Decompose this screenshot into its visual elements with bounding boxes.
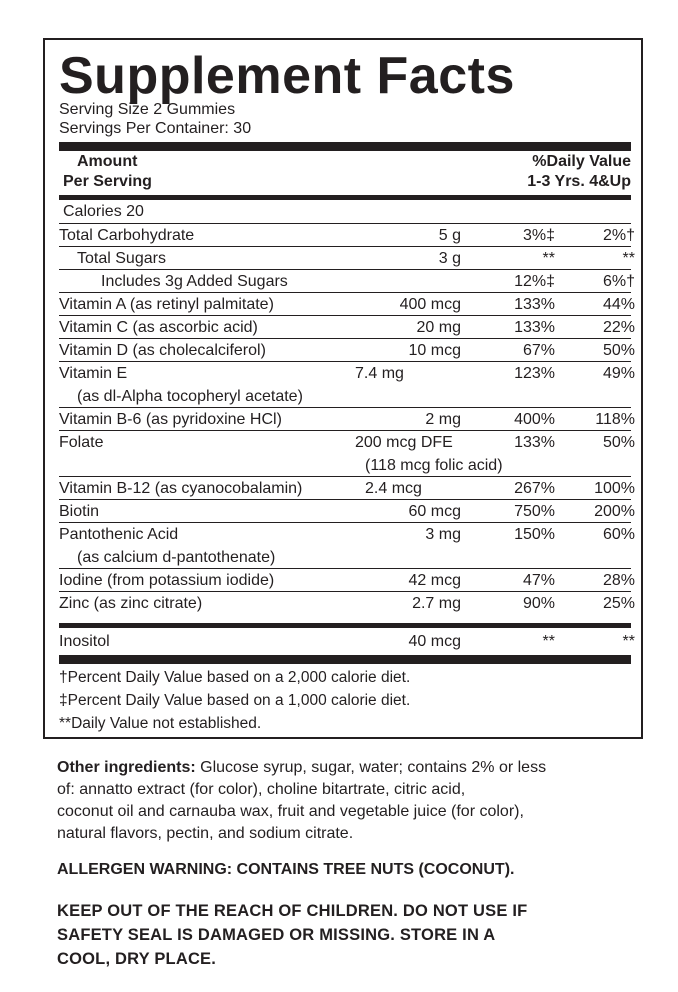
age-groups-header: 1-3 Yrs. 4&Up xyxy=(527,173,631,190)
dv-4up: 25% xyxy=(602,595,635,612)
nutrient-name: Vitamin B-12 (as cyanocobalamin) xyxy=(59,480,303,497)
dv-1-3yrs: 400% xyxy=(514,411,555,428)
dv-4up: 49% xyxy=(602,365,635,382)
footnote-dv-not-established: **Daily Value not established. xyxy=(59,715,262,732)
nutrient-amount: 3 mg xyxy=(425,526,461,543)
nutrient-amount: 2.4 mcg xyxy=(365,480,422,497)
daily-value-header: %Daily Value xyxy=(532,153,631,170)
calories-row xyxy=(59,200,631,223)
nutrient-row xyxy=(59,430,635,477)
nutrient-row xyxy=(59,338,635,362)
dv-1-3yrs: ** xyxy=(542,250,555,267)
nutrient-amount-note: (118 mcg folic acid) xyxy=(365,457,503,474)
nutrient-name: Vitamin E xyxy=(59,365,128,382)
calories-label: Calories 20 xyxy=(63,203,144,220)
nutrient-name: Inositol xyxy=(59,633,110,650)
dv-1-3yrs: 3%‡ xyxy=(522,227,555,244)
other-ingredients-label: Other ingredients: xyxy=(57,759,196,776)
dv-4up: 200% xyxy=(594,503,635,520)
dv-4up: 50% xyxy=(602,434,635,451)
dv-1-3yrs: 123% xyxy=(514,365,555,382)
nutrient-amount: 200 mcg DFE xyxy=(355,434,453,451)
other-ingredients-text: coconut oil and carnauba wax, fruit and vegetable juice (for color), xyxy=(57,803,524,820)
dv-1-3yrs: 12%‡ xyxy=(514,273,555,290)
nutrient-amount: 42 mcg xyxy=(408,572,461,589)
footnote-2000: †Percent Daily Value based on a 2,000 calorie diet. xyxy=(59,669,411,686)
allergen-warning: ALLERGEN WARNING: CONTAINS TREE NUTS (COCONUT). xyxy=(57,861,515,878)
nutrient-name: Vitamin C (as ascorbic acid) xyxy=(59,319,258,336)
dv-4up: 22% xyxy=(602,319,635,336)
nutrient-row xyxy=(59,269,635,293)
warning-line: COOL, DRY PLACE. xyxy=(57,950,217,968)
nutrient-row xyxy=(59,591,635,615)
section-rule xyxy=(59,623,631,628)
nutrient-row xyxy=(59,315,635,339)
dv-1-3yrs: 47% xyxy=(522,572,555,589)
nutrient-name: Pantothenic Acid xyxy=(59,526,179,543)
dv-4up: ** xyxy=(622,250,635,267)
other-ingredients-text: Glucose syrup, sugar, water; contains 2% or less xyxy=(195,759,547,776)
nutrient-name: Vitamin B-6 (as pyridoxine HCl) xyxy=(59,411,282,428)
nutrient-amount: 40 mcg xyxy=(408,633,461,650)
dv-4up: 2%† xyxy=(602,227,635,244)
other-ingredients xyxy=(57,757,641,845)
dv-1-3yrs: 150% xyxy=(514,526,555,543)
nutrient-source: (as dl-Alpha tocopheryl acetate) xyxy=(77,388,303,405)
inositol-row xyxy=(59,630,635,653)
nutrient-row xyxy=(59,246,635,270)
warning-line: KEEP OUT OF THE REACH OF CHILDREN. DO NOT USE IF xyxy=(57,902,528,920)
nutrient-amount: 2 mg xyxy=(425,411,461,428)
dv-1-3yrs: 133% xyxy=(514,296,555,313)
nutrient-row xyxy=(59,476,635,500)
other-ingredients-text: of: annatto extract (for color), choline bitartrate, citric acid, xyxy=(57,781,466,798)
nutrient-amount: 400 mcg xyxy=(399,296,461,313)
dv-4up: 28% xyxy=(602,572,635,589)
servings-per-container: Servings Per Container: 30 xyxy=(59,120,252,137)
dv-1-3yrs: 67% xyxy=(522,342,555,359)
nutrient-name: Vitamin D (as cholecalciferol) xyxy=(59,342,266,359)
child-safety-warning xyxy=(57,899,641,971)
nutrient-amount: 20 mg xyxy=(416,319,461,336)
nutrient-name: Biotin xyxy=(59,503,100,520)
footnote-rule xyxy=(59,655,631,664)
dv-4up: ** xyxy=(622,633,635,650)
nutrient-amount: 7.4 mg xyxy=(355,365,404,382)
per-serving-header: Per Serving xyxy=(63,173,152,190)
nutrient-amount: 10 mcg xyxy=(408,342,461,359)
nutrient-row xyxy=(59,522,635,569)
nutrient-row xyxy=(59,407,635,431)
nutrient-amount: 5 g xyxy=(438,227,461,244)
thick-rule xyxy=(59,142,631,151)
dv-4up: 6%† xyxy=(602,273,635,290)
dv-1-3yrs: 133% xyxy=(514,434,555,451)
nutrient-name: Total Sugars xyxy=(77,250,166,267)
dv-4up: 50% xyxy=(602,342,635,359)
serving-size: Serving Size 2 Gummies xyxy=(59,101,236,118)
nutrient-name: Zinc (as zinc citrate) xyxy=(59,595,203,612)
dv-1-3yrs: 133% xyxy=(514,319,555,336)
footnote-1000: ‡Percent Daily Value based on a 1,000 calorie diet. xyxy=(59,692,411,709)
nutrient-amount: 3 g xyxy=(438,250,461,267)
panel-title: Supplement Facts xyxy=(59,47,515,105)
dv-1-3yrs: 267% xyxy=(514,480,555,497)
warning-line: SAFETY SEAL IS DAMAGED OR MISSING. STORE IN A xyxy=(57,926,496,944)
dv-4up: 118% xyxy=(595,411,635,428)
nutrient-row xyxy=(59,223,635,247)
nutrient-row xyxy=(59,361,635,408)
nutrient-row xyxy=(59,292,635,316)
amount-header: Amount xyxy=(77,153,138,170)
supplement-facts-panel xyxy=(43,38,643,739)
nutrient-name: Iodine (from potassium iodide) xyxy=(59,572,275,589)
dv-4up: 100% xyxy=(594,480,635,497)
nutrient-source: (as calcium d-pantothenate) xyxy=(77,549,276,566)
dv-4up: 60% xyxy=(602,526,635,543)
nutrient-amount: 60 mcg xyxy=(408,503,461,520)
nutrient-name: Total Carbohydrate xyxy=(59,227,195,244)
dv-1-3yrs: ** xyxy=(542,633,555,650)
dv-4up: 44% xyxy=(602,296,635,313)
dv-1-3yrs: 750% xyxy=(514,503,555,520)
nutrient-name: Includes 3g Added Sugars xyxy=(101,273,288,290)
nutrient-name: Folate xyxy=(59,434,104,451)
other-ingredients-text: natural flavors, pectin, and sodium citrate. xyxy=(57,825,354,842)
nutrient-name: Vitamin A (as retinyl palmitate) xyxy=(59,296,274,313)
nutrient-row xyxy=(59,499,635,523)
dv-1-3yrs: 90% xyxy=(522,595,555,612)
nutrient-row xyxy=(59,568,635,592)
nutrient-amount: 2.7 mg xyxy=(412,595,461,612)
